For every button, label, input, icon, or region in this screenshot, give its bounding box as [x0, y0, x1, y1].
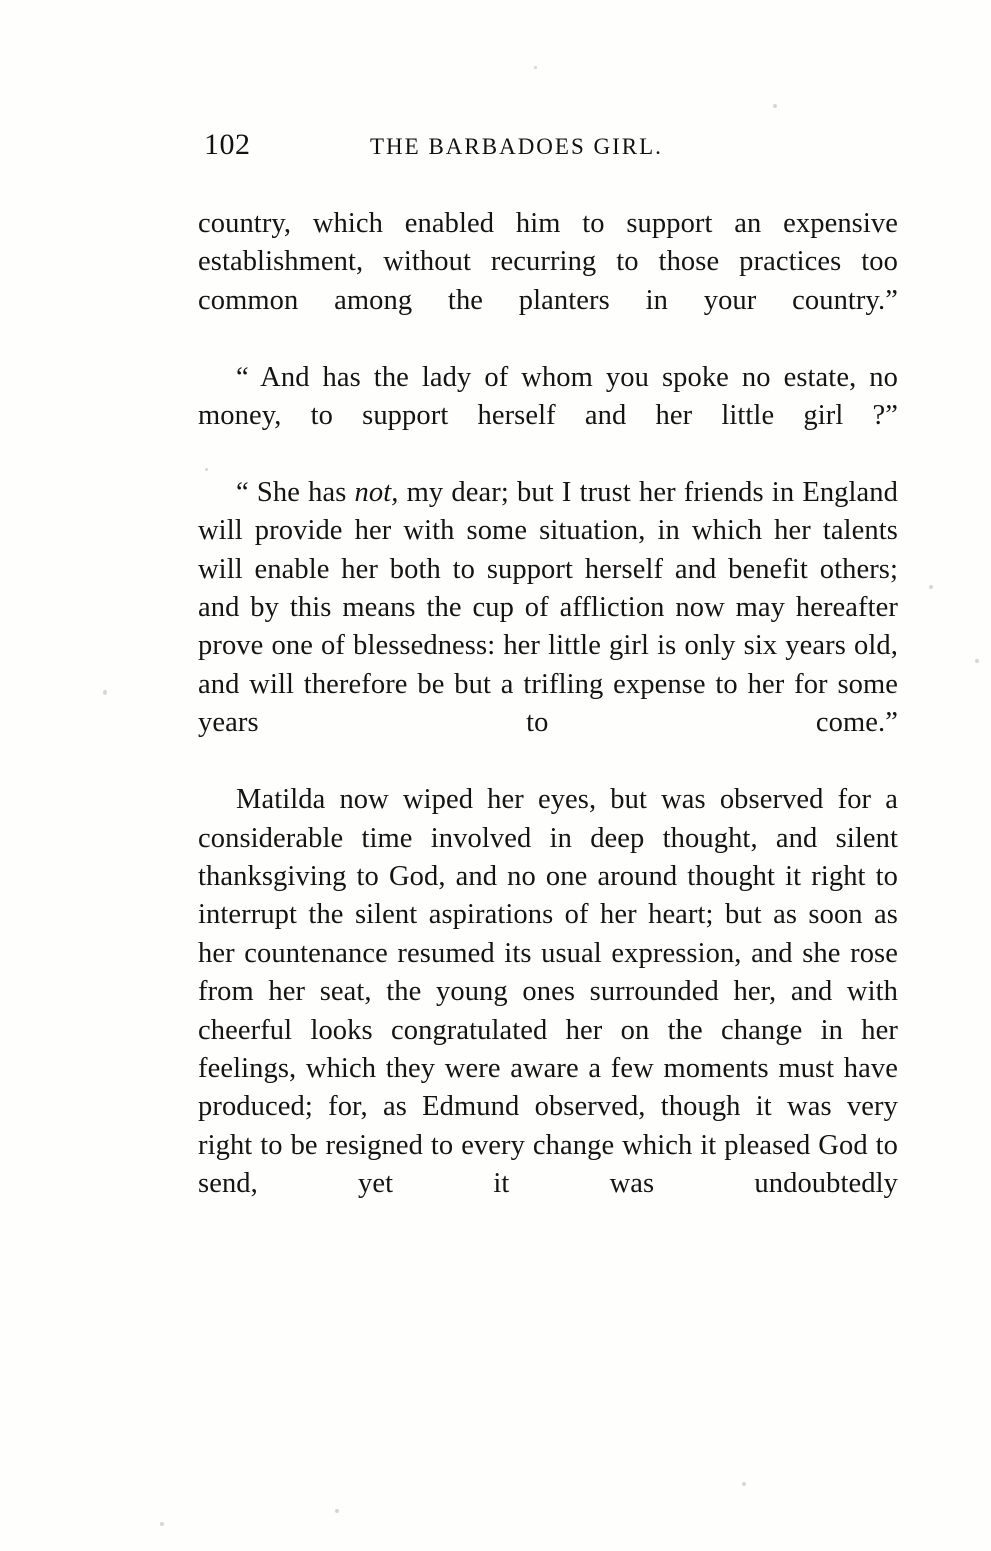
- page-header: [0, 128, 991, 170]
- paragraph: Matilda now wiped her eyes, but was observed for a considerable time involved in deep thought, and silent thanksgiving to God, and no one around thought it right to interrupt the silent aspirations of her heart; but as soon as her countenance resumed its usual expression, and she rose from her seat, the young ones surrounded her, and with cheerful looks congratulated her on the change in her feelings, which they were aware a few moments must have produced; for, as Edmund observed, though it was very right to be resigned to every change which it pleased God to send, yet it was undoubtedly: [198, 784, 898, 1200]
- scan-speckle: [335, 1509, 339, 1513]
- scan-speckle: [103, 690, 107, 695]
- scan-speckle: [773, 104, 777, 108]
- paragraph: “ And has the lady of whom you spoke no estate, no money, to support herself and her little girl ?”: [198, 361, 898, 432]
- italic-emphasis: not,: [354, 476, 399, 508]
- paragraph-text-lead: “ She has: [236, 476, 355, 508]
- scan-speckle: [534, 66, 537, 69]
- scan-speckle: [742, 1482, 746, 1486]
- paragraph: country, which enabled him to support an expensive establishment, without recurring to those practices too common among the planters in your country.”: [198, 208, 898, 316]
- page-number: 102: [204, 128, 251, 161]
- text-block: [198, 205, 898, 1242]
- scan-speckle: [929, 585, 933, 589]
- paragraph-with-italic: [198, 474, 898, 781]
- paragraph-text-tail: my dear; but I trust her friends in England will provide her with some situation, in which her talents will enable her both to support herself and benefit others; and by this means the cup of affliction now may hereafter prove one of blessedness: her little girl is only six years old, and will therefore be but a trifling expense to her for some years to come.”: [198, 476, 898, 739]
- scan-speckle: [975, 659, 979, 663]
- running-head: THE BARBADOES GIRL.: [370, 134, 663, 159]
- scan-speckle: [160, 1522, 164, 1526]
